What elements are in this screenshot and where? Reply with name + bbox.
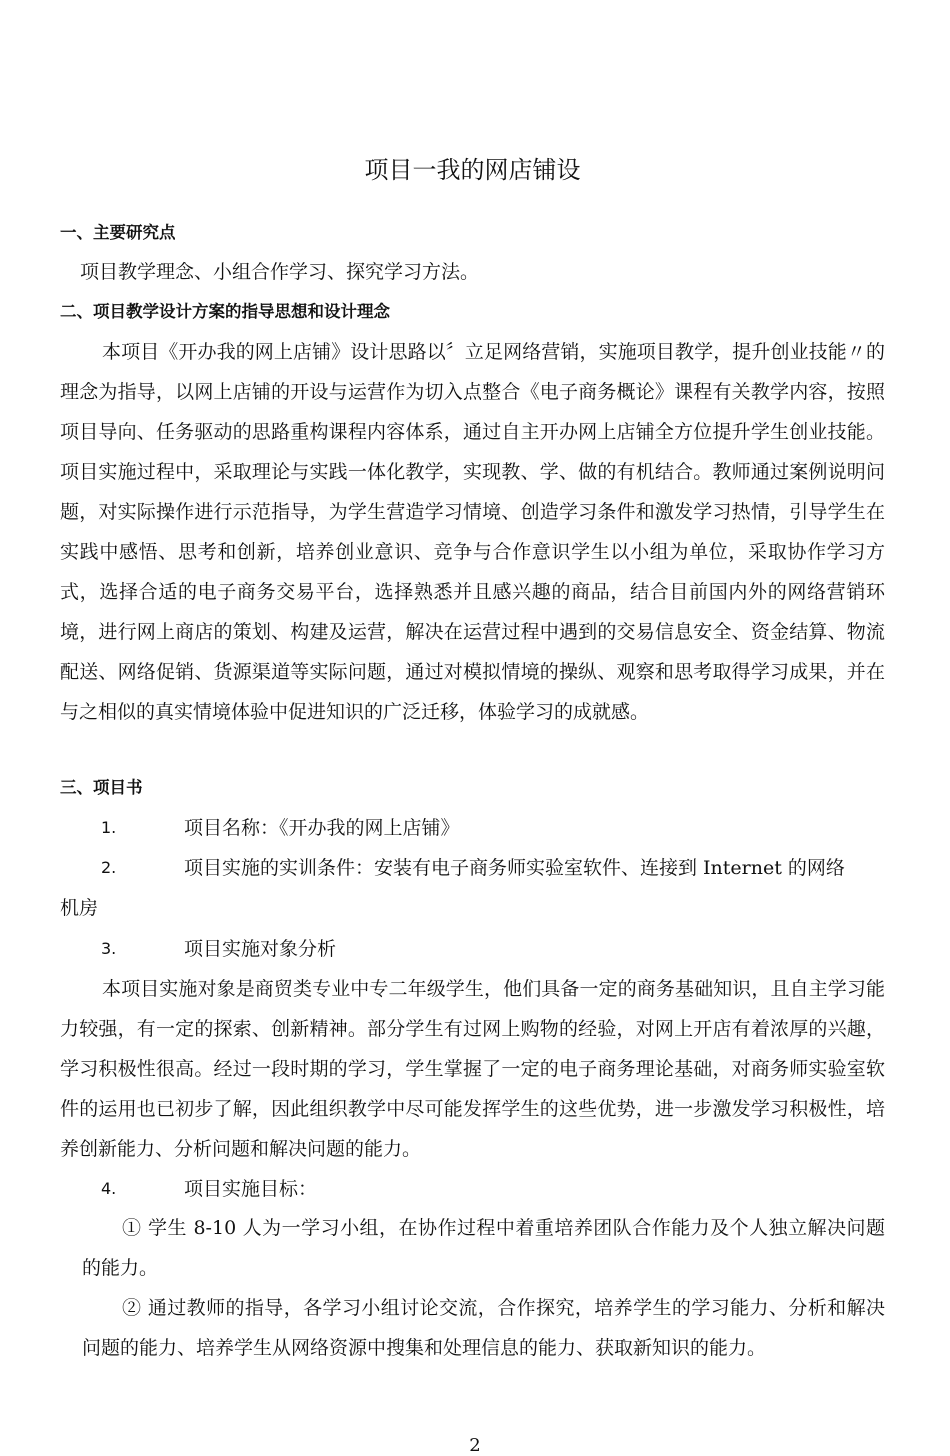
- item-text-project-name: 项目名称：《开办我的网上店铺》: [184, 817, 460, 839]
- goal-item-1: ① 学生 8-10 人为一学习小组，在协作过程中着重培养团队合作能力及个人独立解决问题的能力。: [82, 1217, 885, 1279]
- section-heading-design-concept: 二、项目教学设计方案的指导思想和设计理念: [60, 302, 390, 321]
- research-points-text: 项目教学理念、小组合作学习、探究学习方法。: [80, 261, 480, 283]
- target-analysis-paragraph: 本项目实施对象是商贸类专业中专二年级学生，他们具备一定的商务基础知识，且自主学习能力较强，有一定的探索、创新精神。部分学生有过网上购物的经验，对网上开店有着浓厚的兴趣，学习积极性很高。经过一段时期的学习，学生掌握了一定的电子商务理论基础，对商务师实验室软件的运用也已初步了解，因此组织教学中尽可能发挥学生的这些优势，进一步激发学习积极性，培养创新能力、分析问题和解决问题的能力。: [60, 978, 885, 1160]
- design-concept-paragraph: 本项目《开办我的网上店铺》设计思路以〞立足网络营销，实施项目教学，提升创业技能〃的理念为指导，以网上店铺的开设与运营作为切入点整合《电子商务概论》课程有关教学内容，按照项目导向、任务驱动的思路重构课程内容体系，通过自主开办网上店铺全方位提升学生创业技能。项目实施过程中，采取理论与实践一体化教学，实现教、学、做的有机结合。教师通过案例说明问题，对实际操作进行示范指导，为学生营造学习情境、创造学习条件和激发学习热情，引导学生在实践中感悟、思考和创新，培养创业意识、竞争与合作意识学生以小组为单位，采取协作学习方式，选择合适的电子商务交易平台，选择熟悉并且感兴趣的商品，结合目前国内外的网络营销环境，进行网上商店的策划、构建及运营，解决在运营过程中遇到的交易信息安全、资金结算、物流配送、网络促销、货源渠道等实际问题，通过对模拟情境的操纵、观察和思考取得学习成果，并在与之相似的真实情境体验中促进知识的广泛迁移，体验学习的成就感。: [60, 341, 885, 723]
- item-number-3: 3.: [101, 939, 117, 958]
- goal-item-2: ② 通过教师的指导，各学习小组讨论交流，合作探究，培养学生的学习能力、分析和解决问题的能力、培养学生从网络资源中搜集和处理信息的能力、获取新知识的能力。: [82, 1297, 885, 1359]
- item-text-training-conditions: 项目实施的实训条件：安装有电子商务师实验室软件、连接到 Internet 的网络: [184, 857, 845, 879]
- item-number-4: 4.: [101, 1179, 117, 1198]
- item-number-1: 1.: [101, 818, 117, 837]
- section-heading-research-points: 一、主要研究点: [60, 223, 176, 242]
- section-heading-project-book: 三、项目书: [60, 778, 143, 797]
- item-text-goals: 项目实施目标：: [184, 1178, 318, 1200]
- item-text-target-analysis: 项目实施对象分析: [184, 938, 337, 960]
- document-title: 项目一我的网店铺设: [364, 156, 581, 184]
- page-number: 2: [469, 1435, 481, 1456]
- item-number-2: 2.: [101, 858, 117, 877]
- item-text-training-conditions-continuation: 机房: [60, 897, 99, 919]
